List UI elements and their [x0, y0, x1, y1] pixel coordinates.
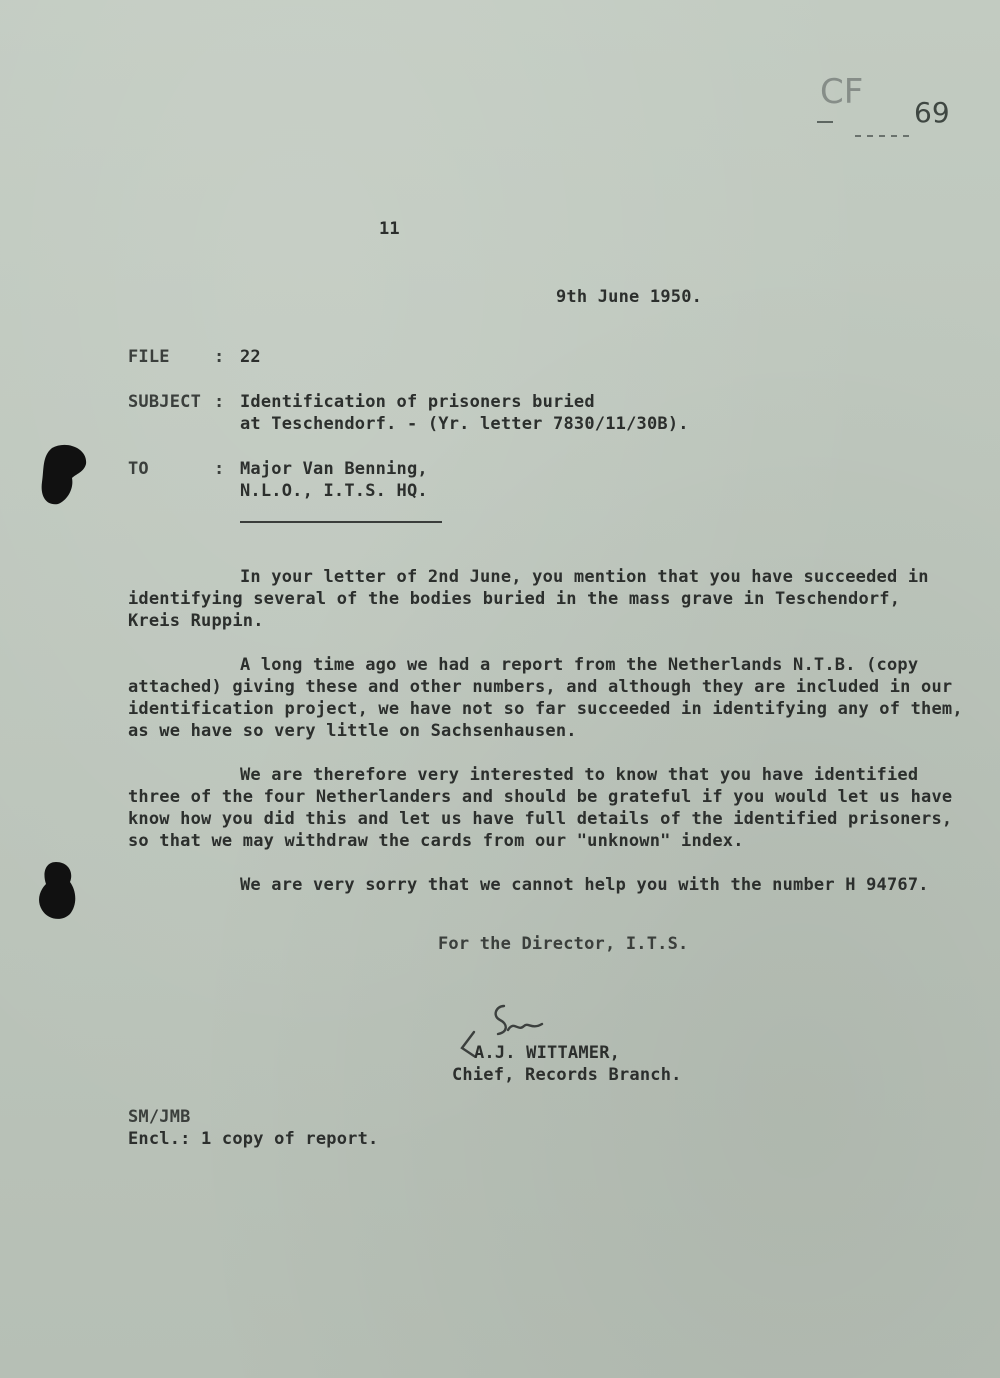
para-3-line-3: know how you did this and let us have full details of the identified prisoners, — [128, 809, 953, 829]
file-value: 22 — [240, 347, 261, 367]
para-3-line-4: so that we may withdraw the cards from our "unknown" index. — [128, 831, 744, 851]
subject-label: SUBJECT — [128, 392, 202, 412]
file-label: FILE — [128, 347, 170, 367]
to-separator: : — [214, 459, 225, 479]
address-underline — [240, 521, 442, 523]
for-director-line: For the Director, I.T.S. — [438, 934, 689, 954]
subject-line-2: at Teschendorf. - (Yr. letter 7830/11/30B). — [240, 414, 689, 434]
punch-hole-top — [38, 442, 94, 508]
para-1-line-1: In your letter of 2nd June, you mention that you have succeeded in — [240, 567, 929, 587]
folio-number: 69 — [914, 96, 950, 129]
para-2-line-3: identification project, we have not so far succeeded in identifying any of them, — [128, 699, 963, 719]
to-line-2: N.L.O., I.T.S. HQ. — [240, 481, 428, 501]
subject-separator: : — [214, 392, 225, 412]
subject-line-1: Identification of prisoners buried — [240, 392, 595, 412]
signatory-name: A.J. WITTAMER, — [474, 1043, 621, 1063]
para-2-line-1: A long time ago we had a report from the Netherlands N.T.B. (copy — [240, 655, 919, 675]
para-1-line-3: Kreis Ruppin. — [128, 611, 264, 631]
reference-initials: SM/JMB — [128, 1107, 191, 1127]
pencil-dash-line — [815, 118, 915, 140]
para-3-line-1: We are therefore very interested to know that you have identified — [240, 765, 919, 785]
page-number: 11 — [379, 219, 400, 239]
para-4-line-1: We are very sorry that we cannot help you with the number H 94767. — [240, 875, 929, 895]
para-2-line-4: as we have so very little on Sachsenhausen. — [128, 721, 577, 741]
file-separator: : — [214, 347, 225, 367]
para-3-line-2: three of the four Netherlanders and should be grateful if you would let us have — [128, 787, 953, 807]
to-label: TO — [128, 459, 149, 479]
para-2-line-2: attached) giving these and other numbers, and although they are included in our — [128, 677, 953, 697]
para-1-line-2: identifying several of the bodies buried in the mass grave in Teschendorf, — [128, 589, 901, 609]
letter-date: 9th June 1950. — [556, 287, 703, 307]
punch-hole-bottom — [36, 860, 80, 922]
to-line-1: Major Van Benning, — [240, 459, 428, 479]
signatory-title: Chief, Records Branch. — [452, 1065, 682, 1085]
enclosure-line: Encl.: 1 copy of report. — [128, 1129, 379, 1149]
corner-mark: CF — [820, 72, 864, 112]
